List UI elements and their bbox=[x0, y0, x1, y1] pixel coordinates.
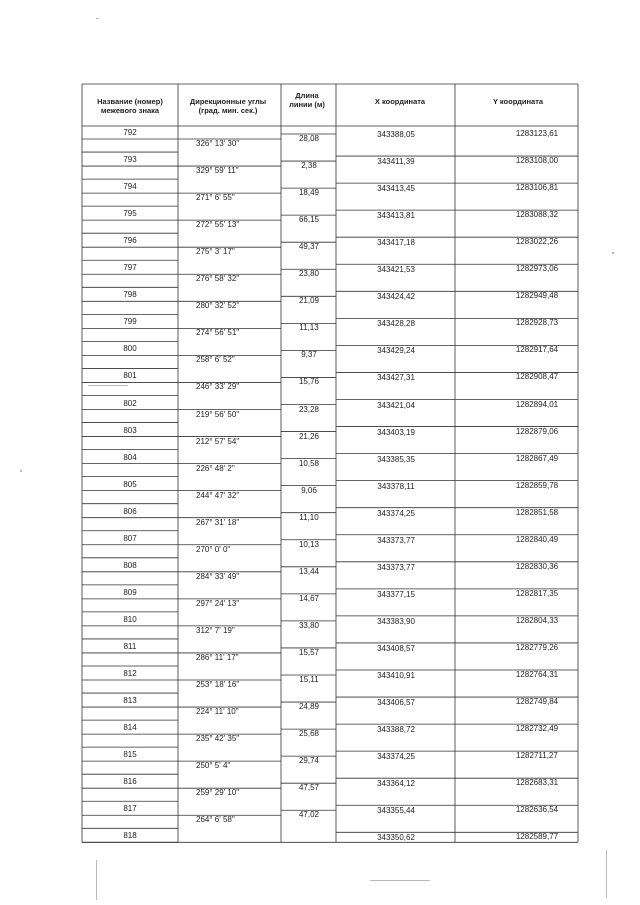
direction-angle: 235° 42' 35" bbox=[196, 734, 240, 744]
direction-angle: 258° 6' 52" bbox=[196, 355, 235, 365]
line-length: 10,13 bbox=[298, 539, 320, 549]
x-coordinate: 343429,24 bbox=[377, 346, 415, 356]
x-coordinate: 343383,90 bbox=[377, 616, 415, 626]
x-coordinate: 343374,25 bbox=[377, 508, 415, 518]
x-coordinate: 343413,45 bbox=[377, 184, 415, 194]
point-name: 808 bbox=[123, 560, 137, 570]
y-coordinate: 1282830,36 bbox=[515, 561, 559, 571]
direction-angle: 271° 6' 55" bbox=[196, 193, 235, 203]
line-length: 13,44 bbox=[298, 566, 320, 576]
x-coordinate: 343410,91 bbox=[377, 671, 415, 680]
scan-speck bbox=[612, 252, 614, 254]
x-coordinate: 343388,05 bbox=[377, 130, 415, 139]
x-coordinate: 343411,39 bbox=[377, 157, 415, 167]
direction-angle: 259° 29' 10" bbox=[196, 788, 240, 798]
header-name: Название (номер) межевого знака bbox=[97, 97, 163, 115]
direction-angle: 264° 6' 58" bbox=[196, 815, 235, 825]
line-length: 28,08 bbox=[298, 134, 320, 143]
x-coordinate: 343364,12 bbox=[377, 779, 415, 789]
line-length: 2,38 bbox=[301, 161, 317, 171]
y-coordinate: 1283108,00 bbox=[515, 156, 559, 166]
line-length: 9,06 bbox=[301, 485, 317, 495]
y-coordinate: 1282711,27 bbox=[516, 751, 558, 761]
y-coordinate: 1282683,31 bbox=[515, 778, 559, 788]
y-coordinate: 1282894,01 bbox=[515, 399, 559, 409]
y-coordinate: 1282908,47 bbox=[515, 372, 559, 382]
point-name: 805 bbox=[123, 479, 137, 489]
point-name: 792 bbox=[123, 128, 137, 137]
line-length: 21,26 bbox=[298, 431, 320, 441]
direction-angle: 326° 13' 30" bbox=[196, 139, 240, 148]
y-coordinate: 1283123,61 bbox=[515, 129, 559, 138]
y-coordinate: 1282859,78 bbox=[515, 480, 559, 490]
point-name: 806 bbox=[123, 506, 137, 516]
scan-speck bbox=[606, 850, 607, 898]
line-length: 15,11 bbox=[299, 675, 319, 684]
point-name: 807 bbox=[123, 533, 137, 543]
x-coordinate: 343424,42 bbox=[377, 292, 415, 302]
x-coordinate: 343388,72 bbox=[377, 725, 415, 735]
point-name: 815 bbox=[123, 750, 137, 760]
direction-angle: 219° 56' 50" bbox=[196, 409, 240, 419]
y-coordinate: 1282973,06 bbox=[515, 264, 559, 274]
direction-angle: 280° 32' 52" bbox=[196, 301, 240, 311]
y-coordinate: 1282732,49 bbox=[515, 724, 559, 734]
x-coordinate: 343385,35 bbox=[377, 454, 415, 464]
point-name: 800 bbox=[123, 344, 137, 354]
scan-speck bbox=[20, 470, 22, 472]
direction-angle: 329° 59' 11" bbox=[196, 166, 239, 176]
line-length: 15,57 bbox=[298, 647, 320, 657]
direction-angle: 275° 3' 17" bbox=[196, 247, 235, 257]
line-length: 18,49 bbox=[298, 188, 320, 198]
point-name: 811 bbox=[123, 641, 137, 651]
point-name: 798 bbox=[123, 290, 137, 300]
y-coordinate: 1282817,35 bbox=[515, 588, 559, 598]
point-name: 796 bbox=[123, 236, 137, 246]
point-name: 799 bbox=[123, 317, 137, 327]
line-length: 24,89 bbox=[298, 702, 320, 712]
line-length: 23,80 bbox=[298, 269, 320, 279]
point-name: 817 bbox=[123, 804, 137, 814]
point-name: 793 bbox=[123, 155, 137, 165]
point-name: 812 bbox=[123, 669, 137, 678]
y-coordinate: 1282636,54 bbox=[515, 805, 559, 815]
x-coordinate: 343428,28 bbox=[377, 319, 415, 329]
x-coordinate: 343373,77 bbox=[377, 535, 415, 545]
direction-angle: 244° 47' 32" bbox=[196, 490, 240, 500]
x-coordinate: 343403,19 bbox=[377, 427, 415, 437]
line-length: 29,74 bbox=[298, 756, 320, 766]
x-coordinate: 343427,31 bbox=[377, 373, 415, 383]
line-length: 49,37 bbox=[298, 242, 320, 252]
direction-angle: 274° 56' 51" bbox=[196, 328, 240, 338]
y-coordinate: 1282867,49 bbox=[515, 453, 559, 463]
line-length: 47,57 bbox=[298, 783, 320, 793]
point-name: 813 bbox=[123, 696, 137, 706]
line-length: 10,58 bbox=[298, 458, 320, 468]
x-coordinate: 343408,57 bbox=[377, 643, 415, 653]
y-coordinate: 1282851,58 bbox=[515, 507, 559, 517]
x-coordinate: 343406,57 bbox=[377, 698, 415, 708]
direction-angle: 286° 11' 17" bbox=[196, 652, 239, 662]
point-name: 802 bbox=[123, 398, 137, 408]
x-coordinate: 343417,18 bbox=[377, 238, 415, 248]
direction-angle: 250° 5' 4" bbox=[196, 761, 231, 771]
line-length: 11,10 bbox=[299, 512, 319, 522]
direction-angle: 312° 7' 19" bbox=[196, 625, 235, 635]
line-length: 47,02 bbox=[298, 810, 320, 820]
header-length: Длина линии (м) bbox=[289, 91, 325, 109]
direction-angle: 224° 11' 10" bbox=[196, 707, 239, 717]
header-x: X координата bbox=[374, 97, 426, 106]
scan-speck bbox=[96, 18, 99, 19]
x-coordinate: 343373,77 bbox=[377, 562, 415, 572]
direction-angle: 270° 0' 0" bbox=[196, 544, 231, 554]
point-name: 797 bbox=[123, 263, 137, 273]
y-coordinate: 1282779,26 bbox=[515, 642, 559, 652]
scan-speck bbox=[96, 860, 97, 900]
direction-angle: 246° 33' 29" bbox=[196, 382, 240, 392]
point-name: 795 bbox=[123, 209, 137, 219]
y-coordinate: 1283088,32 bbox=[515, 210, 559, 220]
point-name: 804 bbox=[123, 452, 137, 462]
point-name: 801 bbox=[123, 371, 137, 381]
x-coordinate: 343374,25 bbox=[377, 752, 415, 762]
point-name: 809 bbox=[123, 587, 137, 597]
y-coordinate: 1282840,49 bbox=[515, 534, 559, 544]
line-length: 66,15 bbox=[298, 215, 320, 225]
x-coordinate: 343413,81 bbox=[377, 211, 415, 221]
line-length: 33,80 bbox=[298, 620, 320, 630]
point-name: 803 bbox=[123, 425, 137, 435]
x-coordinate: 343421,53 bbox=[377, 265, 415, 275]
direction-angle: 284° 33' 49" bbox=[196, 571, 240, 581]
direction-angle: 253° 18' 16" bbox=[196, 680, 240, 689]
y-coordinate: 1282804,33 bbox=[515, 615, 559, 625]
direction-angle: 276° 58' 32" bbox=[196, 274, 240, 284]
y-coordinate: 1282764,31 bbox=[515, 670, 559, 679]
line-length: 21,09 bbox=[298, 296, 320, 306]
line-length: 9,37 bbox=[301, 350, 317, 360]
y-coordinate: 1282949,48 bbox=[515, 291, 559, 301]
line-length: 25,68 bbox=[298, 729, 320, 739]
point-name: 818 bbox=[123, 831, 137, 841]
y-coordinate: 1283022,26 bbox=[515, 237, 559, 247]
header-angle: Дирекционные углы (град. мин. сек.) bbox=[189, 97, 267, 115]
y-coordinate: 1282917,64 bbox=[515, 345, 559, 355]
direction-angle: 267° 31' 18" bbox=[196, 517, 240, 527]
direction-angle: 226° 48' 2" bbox=[196, 463, 235, 473]
y-coordinate: 1282749,84 bbox=[515, 697, 559, 707]
point-name: 816 bbox=[123, 777, 137, 787]
x-coordinate: 343421,04 bbox=[377, 400, 415, 410]
line-length: 23,28 bbox=[298, 404, 320, 414]
x-coordinate: 343355,44 bbox=[377, 806, 415, 816]
line-length: 14,67 bbox=[298, 593, 320, 603]
y-coordinate: 1282928,73 bbox=[515, 318, 559, 328]
x-coordinate: 343377,15 bbox=[377, 589, 415, 599]
point-name: 794 bbox=[123, 182, 137, 192]
point-name: 810 bbox=[123, 614, 137, 624]
x-coordinate: 343350,62 bbox=[377, 833, 415, 843]
direction-angle: 272° 55' 13" bbox=[196, 220, 240, 230]
line-length: 11,13 bbox=[299, 323, 319, 333]
y-coordinate: 1283106,81 bbox=[515, 183, 559, 193]
scan-speck bbox=[370, 880, 430, 881]
line-length: 15,76 bbox=[298, 377, 320, 387]
header-y: Y координата bbox=[492, 97, 544, 106]
scan-speck bbox=[88, 385, 128, 386]
direction-angle: 212° 57' 54" bbox=[196, 436, 240, 446]
y-coordinate: 1282879,06 bbox=[515, 426, 559, 436]
y-coordinate: 1282589,77 bbox=[515, 832, 559, 842]
x-coordinate: 343378,11 bbox=[377, 481, 415, 491]
point-name: 814 bbox=[123, 723, 137, 733]
direction-angle: 297° 24' 13" bbox=[196, 598, 240, 608]
